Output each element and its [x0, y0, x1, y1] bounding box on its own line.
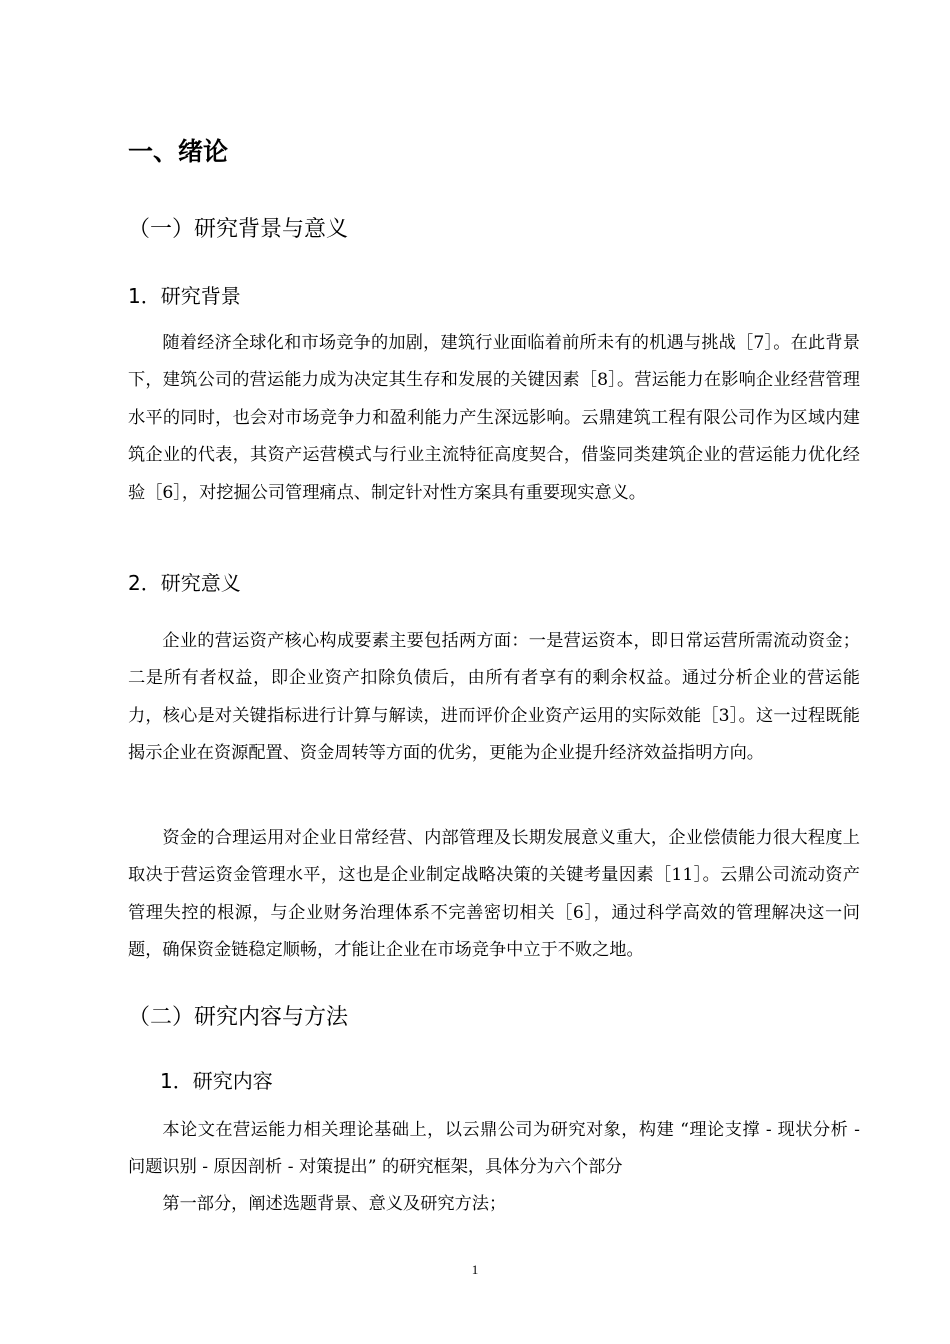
paragraph-content: 本论文在营运能力相关理论基础上，以云鼎公司为研究对象，构建 “理论支撑 - 现状分析 - 问题识别 - 原因剖析 - 对策提出” 的研究框架，具体分为六个部分 [128, 1120, 860, 1178]
section-title-background: （一）研究背景与意义 [128, 217, 349, 242]
paragraph-significance-2: 资金的合理运用对企业日常经营、内部管理及长期发展意义重大，企业偿债能力很大程度上取决于营运资金管理水平，这也是企业制定战略决策的关键考量因素［11］。云鼎公司流动资产管理失控的根源，与企业财务治理体系不完善密切相关［6］，通过科学高效的管理解决这一问题，确保资金链稳定顺畅，才能让企业在市场竞争中立于不败之地。 [128, 828, 860, 961]
section-title-content-method: （二）研究内容与方法 [128, 1005, 349, 1030]
page-number: 1 [471, 1262, 479, 1277]
subsection-title-content: 1．研究内容 [160, 1069, 273, 1093]
paragraph-significance-1: 企业的营运资产核心构成要素主要包括两方面：一是营运资本，即日常运营所需流动资金；二是所有者权益，即企业资产扣除负债后，由所有者享有的剩余权益。通过分析企业的营运能力，核心是对关键指标进行计算与解读，进而评价企业资产运用的实际效能［3］。这一过程既能揭示企业在资源配置、资金周转等方面的优劣，更能为企业提升经济效益指明方向。 [128, 631, 860, 764]
subsection-title-background: 1．研究背景 [128, 284, 241, 308]
subsection-title-significance: 2．研究意义 [128, 571, 241, 595]
paragraph-background: 随着经济全球化和市场竞争的加剧，建筑行业面临着前所未有的机遇与挑战［7］。在此背景下，建筑公司的营运能力成为决定其生存和发展的关键因素［8］。营运能力在影响企业经营管理水平的同时，也会对市场竞争力和盈利能力产生深远影响。云鼎建筑工程有限公司作为区域内建筑企业的代表，其资产运营模式与行业主流特征高度契合，借鉴同类建筑企业的营运能力优化经验［6］，对挖掘公司管理痛点、制定针对性方案具有重要现实意义。 [128, 333, 860, 503]
chapter-title: 一、绪论 [128, 137, 229, 166]
paragraph-part-one: 第一部分，阐述选题背景、意义及研究方法； [162, 1194, 507, 1214]
